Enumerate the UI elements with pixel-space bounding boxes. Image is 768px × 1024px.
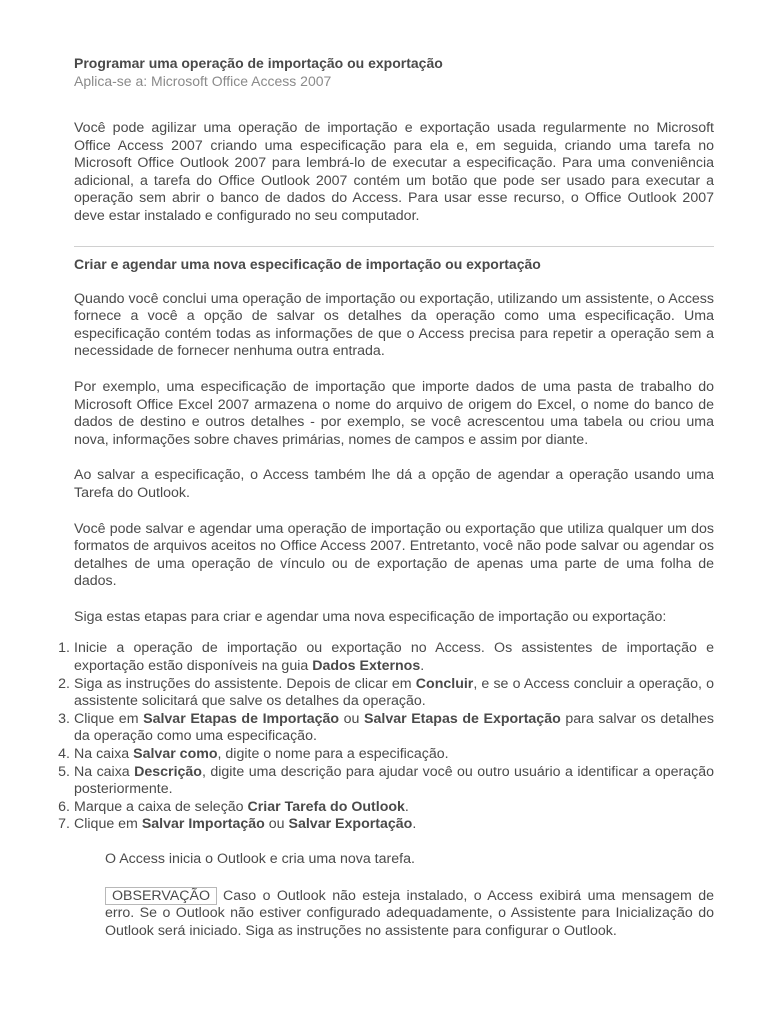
ui-term: Descrição — [134, 763, 202, 780]
intro-paragraph: Você pode agilizar uma operação de importação e exportação usada regularmente no Microsoft Office Access 2007 criando uma especificação para ela e, em seguida, criando uma tarefa no Microsoft Office Outlook 2007 para lembrá-lo de executar a especificação. Para uma conveniência adicional, a tarefa do Office Outlook 2007 contém um botão que pode ser usado para executar a operação sem abrir o banco de dados do Access. Para usar esse recurso, o Office Outlook 2007 deve estar instalado e configurado no seu computador. — [74, 120, 714, 224]
ui-term: Salvar Etapas de Importação — [143, 710, 340, 727]
steps-list — [58, 640, 714, 834]
paragraph: Quando você conclui uma operação de importação ou exportação, utilizando um assistente, o Access fornece a você a opção de salvar os detalhes da operação como uma especificação. Uma especificação contém todas as informações de que o Access precisa para repetir a operação sem a necessidade de fornecer nenhuma outra entrada. — [74, 290, 714, 360]
ui-term: Salvar Etapas de Exportação — [364, 710, 561, 727]
paragraph: Ao salvar a especificação, o Access também lhe dá a opção de agendar a operação usando uma Tarefa do Outlook. — [74, 467, 714, 501]
paragraph: Por exemplo, uma especificação de importação que importe dados de uma pasta de trabalho do Microsoft Office Excel 2007 armazena o nome do arquivo de origem do Excel, o nome do banco de dados de destino e outros detalhes - por exemplo, se você acrescentou uma tabela ou criou uma nova, informações sobre chaves primárias, nomes de campos e assim por diante. — [74, 378, 714, 448]
ui-term: Concluir — [415, 675, 474, 692]
list-item: 6. Marque a caixa de seleção Criar Tarefa do Outlook. — [58, 798, 409, 815]
applies-to: Aplica-se a: Microsoft Office Access 2007 — [74, 73, 332, 89]
list-item: 2. Siga as instruções do assistente. Depois de clicar em Concluir, e se o Access concluir a operação, o assistente solicitará que salve os detalhes da operação. — [58, 675, 714, 710]
section-heading: Criar e agendar uma nova especificação de importação ou exportação — [74, 255, 541, 272]
document-page — [58, 55, 714, 940]
list-item: 1. Inicie a operação de importação ou exportação no Access. Os assistentes de importação e exportação estão disponíveis na guia Dados Externos. — [58, 640, 714, 675]
section-divider — [74, 246, 714, 247]
paragraph: Você pode salvar e agendar uma operação de importação ou exportação que utiliza qualquer um dos formatos de arquivos aceitos no Office Access 2007. Entretanto, você não pode salvar ou agendar os detalhes de uma operação de vínculo ou de exportação de apenas uma parte de uma folha de dados. — [74, 520, 714, 590]
ui-term: Salvar Exportação — [288, 816, 413, 833]
ui-term: Criar Tarefa do Outlook — [247, 798, 405, 815]
paragraph: Siga estas etapas para criar e agendar uma nova especificação de importação ou exportação: — [74, 608, 667, 625]
note-label: OBSERVAÇÃO — [105, 887, 217, 905]
list-item: 4. Na caixa Salvar como, digite o nome para a especificação. — [58, 746, 449, 763]
ui-term: Salvar como — [133, 746, 218, 763]
note-paragraph — [105, 887, 714, 941]
list-item: 3. Clique em Salvar Etapas de Importação ou Salvar Etapas de Exportação para salvar os detalhes da operação como uma especificação. — [58, 710, 714, 745]
note-text: Caso o Outlook não esteja instalado, o Access exibirá uma mensagem de erro. Se o Outlook não estiver configurado adequadamente, o Assistente para Inicialização do Outlook será iniciado. Siga as instruções no assistente para configurar o Outlook. — [105, 887, 714, 939]
list-item: 5. Na caixa Descrição, digite uma descrição para ajudar você ou outro usuário a identificar a operação posteriormente. — [58, 763, 714, 798]
page-title: Programar uma operação de importação ou exportação — [74, 55, 443, 71]
ui-term: Salvar Importação — [141, 816, 265, 833]
ui-term: Dados Externos — [312, 658, 421, 675]
result-text: O Access inicia o Outlook e cria uma nova tarefa. — [105, 851, 415, 867]
list-item: 7. Clique em Salvar Importação ou Salvar Exportação. — [58, 816, 417, 833]
